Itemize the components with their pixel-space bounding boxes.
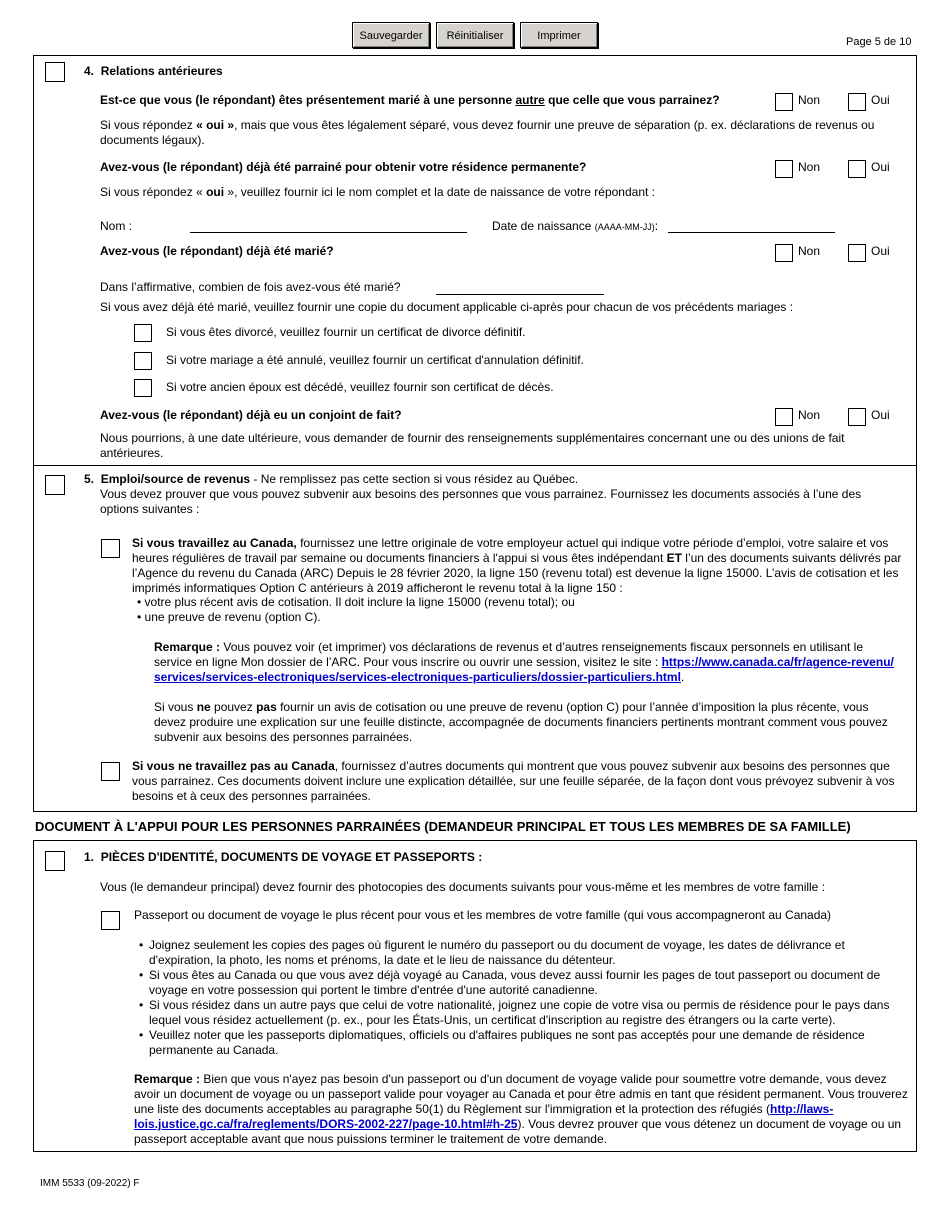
q4-non-label: Non [798,408,821,422]
q4-non-checkbox[interactable] [775,408,793,426]
page-number: Page 5 de 10 [846,36,912,48]
s5-no-proof-note: Si vous ne pouvez pas fournir un avis de cotisation ou une preuve de revenu (option C) pour l’année d’imposition la plus récente, vous devez produire une explication sur une feuille distincte, accompagnée de documents financiers pertinents montrant comment vous pouvez subvenir aux besoins des personnes parrainées. [154,700,888,744]
section-5-title: 5. Emploi/source de revenus - Ne remplissez pas cette section si vous résidez au Québec. [84,472,579,486]
reset-button[interactable]: Réinitialiser [436,22,514,48]
divorce-label: Si vous êtes divorcé, veuillez fournir un certificat de divorce définitif. [166,325,526,339]
bullet-assessment: • votre plus récent avis de cotisation. Il doit inclure la ligne 15000 (revenu total); ou [137,595,575,609]
q2-oui-checkbox[interactable] [848,160,866,178]
q3-oui-checkbox[interactable] [848,244,866,262]
save-button[interactable]: Sauvegarder [352,22,430,48]
q2-non-label: Non [798,160,821,174]
passport-bullets [137,938,907,1058]
q1-non-label: Non [798,93,821,107]
annulment-checkbox[interactable] [134,352,152,370]
list-item: • Joignez seulement les copies des pages où figurent le numéro du passeport ou du document de voyage, les dates de délivrance et d'expiration, la photo, les noms et prénoms, la date et le lieu de naissance du détenteur. [137,938,907,968]
q2-non-checkbox[interactable] [775,160,793,178]
supporting-docs-heading: DOCUMENT À L'APPUI POUR LES PERSONNES PARRAINÉES (DEMANDEUR PRINCIPAL ET TOUS LES MEMBRES DE SA FAMILLE) [35,819,851,834]
nom-input[interactable] [190,232,467,233]
section-5-intro: Vous devez prouver que vous pouvez subvenir aux besoins des personnes que vous parrainez. Fournissez les documents associés à l’une des options suivantes : [100,487,862,516]
question-common-law: Avez-vous (le répondant) déjà eu un conjoint de fait? [100,408,402,422]
passport-label: Passeport ou document de voyage le plus récent pour vous et les membres de votre famille (qui vous accompagneront au Canada) [134,908,832,922]
death-label: Si votre ancien époux est décédé, veuillez fournir son certificat de décès. [166,380,554,394]
section-5-checkbox[interactable] [45,475,65,495]
divorce-checkbox[interactable] [134,324,152,342]
marriage-count-input[interactable] [436,294,604,295]
death-checkbox[interactable] [134,379,152,397]
dob-input[interactable] [668,232,835,233]
question-sponsored-before: Avez-vous (le répondant) déjà été parrainé pour obtenir votre résidence permanente? [100,160,587,174]
cra-link[interactable]: https://www.canada.ca/fr/agence-revenu/services/services-electroniques/services-electroniques-particuliers/dossier-particuliers.html [154,655,894,684]
print-button[interactable]: Imprimer [520,22,598,48]
question-married-other: Est-ce que vous (le répondant) êtes présentement marié à une personne autre que celle que vous parrainez? [100,93,720,107]
list-item: • Veuillez noter que les passeports diplomatiques, officiels ou d'affaires publiques ne sont pas acceptés pour une demande de résidence permanente au Canada. [137,1028,907,1058]
section-4-title: 4. Relations antérieures [84,64,223,78]
q4-oui-label: Oui [871,408,890,422]
section-1-title: 1. PIÈCES D'IDENTITÉ, DOCUMENTS DE VOYAGE ET PASSEPORTS : [84,850,483,864]
q4-note: Nous pourrions, à une date ultérieure, vous demander de fournir des renseignements supplémentaires concernant une ou des unions de fait antérieures. [100,431,845,460]
q3-non-label: Non [798,244,821,258]
section-1-intro: Vous (le demandeur principal) devez fournir des photocopies des documents suivants pour vous-même et les membres de votre famille : [100,880,826,894]
list-item: • Si vous résidez dans un autre pays que celui de votre nationalité, joignez une copie de votre visa ou permis de résidence pour le pays dans lequel vous résidez actuellement (p. ex., pour les États-Unis, un certificat d'inscription au registre des étrangers ou la carte verte). [137,998,907,1028]
q1-note: Si vous répondez « oui », mais que vous êtes légalement séparé, vous devez fournir une preuve de séparation (p. ex. déclarations de revenus ou documents légaux). [100,118,875,147]
q4-oui-checkbox[interactable] [848,408,866,426]
q3-non-checkbox[interactable] [775,244,793,262]
dob-label: Date de naissance (AAAA-MM-JJ): [492,219,659,233]
q1-non-checkbox[interactable] [775,93,793,111]
annulment-label: Si votre mariage a été annulé, veuillez fournir un certificat d'annulation définitif. [166,353,584,367]
q3-count-label: Dans l’affirmative, combien de fois avez-vous été marié? [100,280,401,294]
q2-oui-label: Oui [871,160,890,174]
q3-oui-label: Oui [871,244,890,258]
passport-checkbox[interactable] [101,911,120,930]
work-canada-checkbox[interactable] [101,539,120,558]
no-work-canada-text: Si vous ne travaillez pas au Canada, fournissez d’autres documents qui montrent que vous pouvez subvenir aux besoins des personnes que vous parrainez. Ces documents doivent inclure une explication détaillée, sur une feuille séparée, de la façon dont vous prévoyez subvenir à vos besoins et à ceux des personnes parrainées. [132,759,895,803]
s5-remark: Remarque : Vous pouvez voir (et imprimer) vos déclarations de revenus et d’autres renseignements fiscaux personnels en utilisant le service en ligne Mon dossier de l’ARC. Pour vous inscrire ou ouvrir une session, visitez le site : https://www.canada.ca/fr/agence-revenu/services/services-electroniques/services-electroniques-particuliers/dossier-particuliers.html. [154,640,894,684]
q1-oui-label: Oui [871,93,890,107]
q3-copy-note: Si vous avez déjà été marié, veuillez fournir une copie du document applicable ci-après pour chacun de vos précédents mariages : [100,300,794,314]
form-id-footer: IMM 5533 (09-2022) F [40,1178,140,1189]
regulations-link[interactable]: http://laws-lois.justice.gc.ca/fra/reglements/DORS-2002-227/page-10.html#h-25 [134,1102,834,1131]
section-4-checkbox[interactable] [45,62,65,82]
nom-label: Nom : [100,219,133,233]
bullet-option-c: • une preuve de revenu (option C). [137,610,321,624]
q2-note: Si vous répondez « oui », veuillez fournir ici le nom complet et la date de naissance de votre répondant : [100,185,655,199]
question-married-before: Avez-vous (le répondant) déjà été marié? [100,244,334,258]
section-1-checkbox[interactable] [45,851,65,871]
s1-remark: Remarque : Bien que vous n'ayez pas besoin d'un passeport ou d'un document de voyage valide pour soumettre votre demande, vous devez avoir un document de voyage ou un passeport valide pour voyager au Canada et pour être admis en tant que résident permanent. Vous trouverez une liste des documents acceptables au paragraphe 50(1) du Règlement sur l'immigration et la protection des réfugiés (http://laws-lois.justice.gc.ca/fra/reglements/DORS-2002-227/page-10.html#h-25). Vous devrez prouver que vous détenez un document de voyage ou un passeport acceptable avant que nous puissions terminer le traitement de votre demande. [134,1072,908,1146]
q1-oui-checkbox[interactable] [848,93,866,111]
no-work-canada-checkbox[interactable] [101,762,120,781]
list-item: • Si vous êtes au Canada ou que vous avez déjà voyagé au Canada, vous devez aussi fournir les pages de tout passeport ou document de voyage en votre possession qui portent le timbre d'entrée d'une autorité canadienne. [137,968,907,998]
work-canada-text: Si vous travaillez au Canada, fournissez une lettre originale de votre employeur actuel qui indique votre période d’emploi, votre salaire et vos heures régulières de travail par semaine ou documents financiers à l'appui si vous êtes indépendant ET l’un des documents suivants délivrés par l’Agence du revenu du Canada (ARC) Depuis le 28 février 2020, la ligne 150 (revenu total) est devenue la ligne 15000. L’avis de cotisation et les imprimés informatiques Option C antérieurs à 2019 afficheront le revenu total à la ligne 150 : [132,536,902,595]
